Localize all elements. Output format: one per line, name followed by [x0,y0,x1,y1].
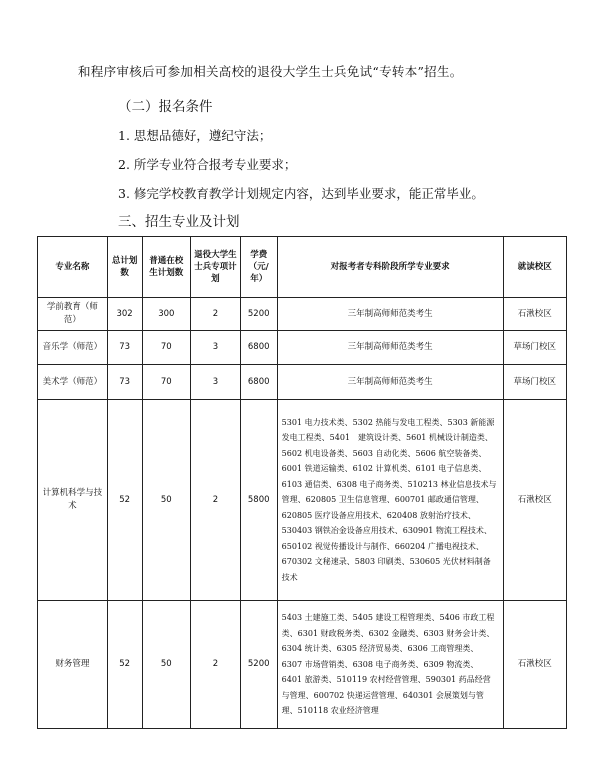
cell-major-name: 计算机科学与技术 [38,400,108,601]
cell-major-requirement: 三年制高师师范类考生 [277,365,503,400]
cell-regular-plan: 50 [142,400,191,601]
cell-major-name: 音乐学（师范） [38,331,108,365]
cell-tuition: 5200 [240,298,277,331]
cell-major-requirement: 5403 土建施工类、5405 建设工程管理类、5406 市政工程类、6301 财政税务类、6302 金融类、6303 财务会计类、6304 统计类、6305 经济贸易类、6306 工商管理类、6307 市场营销类、6308 电子商务类、6309 物流类、6401 旅游类、510119 农村经营管理、590301 药品经营与管理、600702 快递运营管理、640301 会展策划与管理、510118 农业经济管理 [277,601,503,729]
cell-veteran-plan: 2 [191,601,241,729]
cell-tuition: 6800 [240,331,277,365]
table-row [38,365,567,400]
cell-major-name: 财务管理 [38,601,108,729]
section-heading-requirements: （二）报名条件 [118,99,213,115]
header-regular-plan: 普通在校生计划数 [142,237,191,298]
cell-campus: 石湫校区 [503,601,566,729]
table-row [38,331,567,365]
cell-total-plan: 302 [107,298,142,331]
cell-veteran-plan: 3 [191,331,241,365]
cell-major-name: 学前教育（师范） [38,298,108,331]
cell-veteran-plan: 2 [191,400,241,601]
cell-regular-plan: 70 [142,331,191,365]
header-tuition: 学费（元/年） [240,237,277,298]
table-row [38,298,567,331]
header-veteran-plan: 退役大学生士兵专项计划 [191,237,241,298]
header-major-name: 专业名称 [38,237,108,298]
cell-major-requirement: 三年制高师师范类考生 [277,298,503,331]
cell-tuition: 5200 [240,601,277,729]
cell-campus: 草场门校区 [503,365,566,400]
requirement-item-3: 3. 修完学校教育教学计划规定内容，达到毕业要求，能正常毕业。 [118,186,484,201]
requirement-item-1: 1. 思想品德好，遵纪守法； [118,128,272,143]
cell-campus: 草场门校区 [503,331,566,365]
enrollment-plan-table [37,236,567,729]
cell-regular-plan: 70 [142,365,191,400]
header-total-plan: 总计划数 [107,237,142,298]
header-major-requirement: 对报考者专科阶段所学专业要求 [277,237,503,298]
cell-major-name: 美术学（师范） [38,365,108,400]
header-campus: 就读校区 [503,237,566,298]
cell-tuition: 5800 [240,400,277,601]
cell-tuition: 6800 [240,365,277,400]
intro-paragraph: 和程序审核后可参加相关高校的退役大学生士兵免试“专转本”招生。 [78,64,463,79]
cell-veteran-plan: 3 [191,365,241,400]
cell-major-requirement: 5301 电力技术类、5302 热能与发电工程类、5303 新能源发电工程类、5401 建筑设计类、5601 机械设计制造类、5602 机电设备类、5603 自动化类、5606 航空装备类、6001 铁道运输类、6102 计算机类、6101 电子信息类、6103 通信类、6308 电子商务类、510213 林业信息技术与管理、620805 卫生信息管理、600701 邮政通信管理、620805 医疗设备应用技术、620408 放射治疗技术、530403 钢铁冶金设备应用技术、630901 物流工程技术、650102 视觉传播设计与制作、660204 广播电视技术、670302 文秘速录、5803 印刷类、530605 光伏材料制备技术 [277,400,503,601]
section-heading-enrollment-plan: 三、招生专业及计划 [118,214,240,230]
cell-total-plan: 73 [107,365,142,400]
cell-veteran-plan: 2 [191,298,241,331]
requirement-item-2: 2. 所学专业符合报考专业要求； [118,157,297,172]
cell-major-requirement: 三年制高师师范类考生 [277,331,503,365]
table-row [38,400,567,601]
table-header-row [38,237,567,298]
table-row [38,601,567,729]
cell-regular-plan: 300 [142,298,191,331]
cell-campus: 石湫校区 [503,298,566,331]
cell-total-plan: 52 [107,400,142,601]
cell-total-plan: 52 [107,601,142,729]
cell-total-plan: 73 [107,331,142,365]
cell-regular-plan: 50 [142,601,191,729]
cell-campus: 石湫校区 [503,400,566,601]
